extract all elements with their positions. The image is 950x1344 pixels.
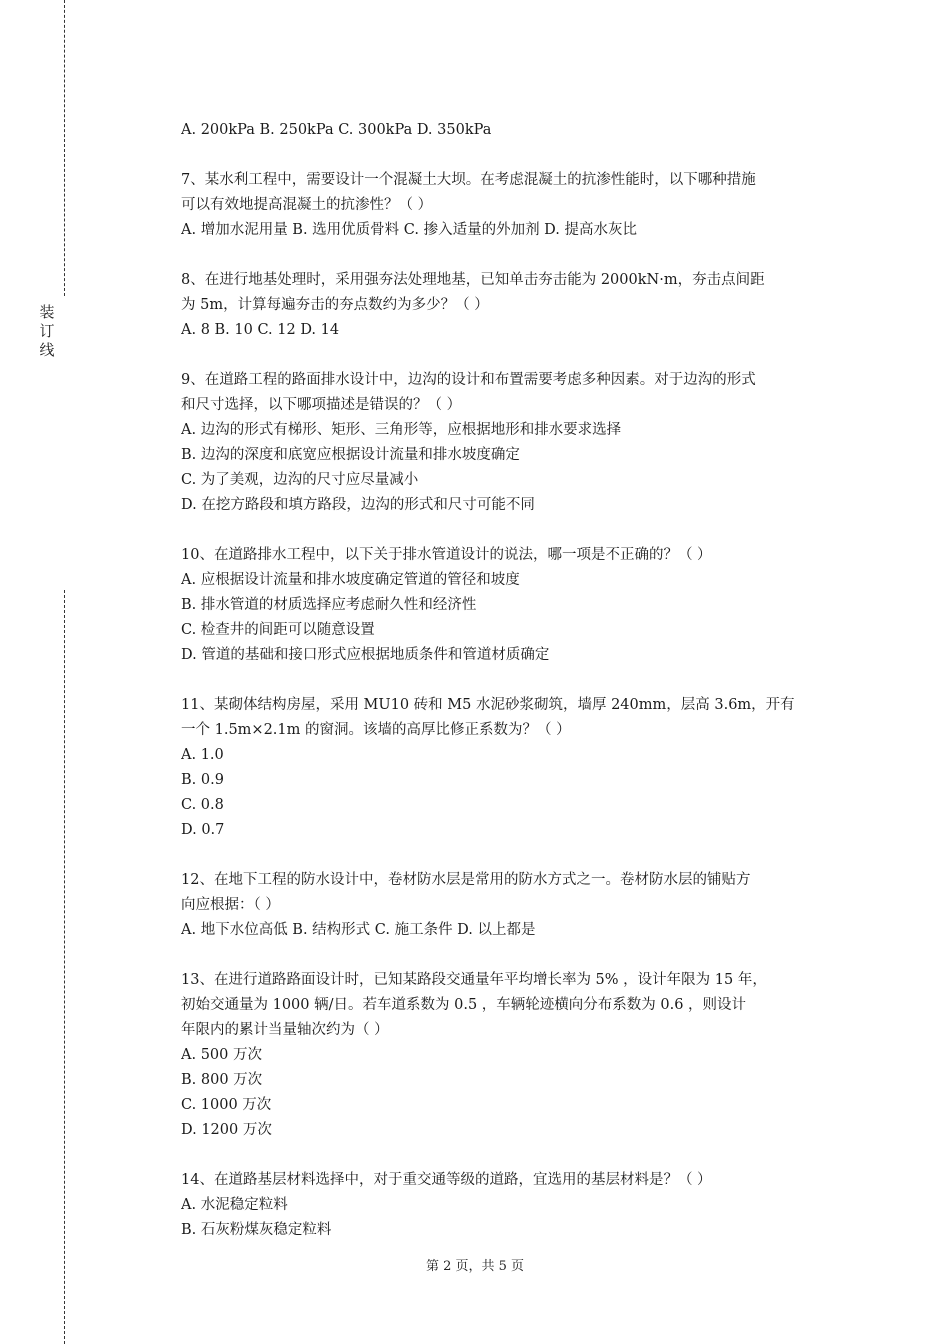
question-11 — [181, 693, 841, 843]
question-stem: 年限内的累计当量轴次约为（ ） — [181, 1022, 389, 1038]
question-stem: 和尺寸选择，以下哪项描述是错误的？（ ） — [181, 397, 462, 413]
option-line: D. 管道的基础和接口形式应根据地质条件和管道材质确定 — [181, 647, 550, 663]
option-line: B. 石灰粉煤灰稳定粒料 — [181, 1222, 332, 1238]
option-line: A. 1.0 — [181, 747, 224, 763]
option-line: B. 0.9 — [181, 772, 224, 788]
option-line: C. 检查井的间距可以随意设置 — [181, 622, 375, 638]
binding-line-bottom — [64, 590, 65, 1344]
option-line: A. 地下水位高低 B. 结构形式 C. 施工条件 D. 以上都是 — [181, 922, 536, 938]
question-7 — [181, 168, 841, 243]
question-stem: 12、在地下工程的防水设计中，卷材防水层是常用的防水方式之一。卷材防水层的铺贴方 — [181, 872, 751, 888]
option-line: D. 1200 万次 — [181, 1122, 272, 1138]
question-stem: 为 5m，计算每遍夯击的夯点数约为多少？（ ） — [181, 297, 489, 313]
question-8 — [181, 268, 841, 343]
option-line: D. 在挖方路段和填方路段，边沟的形式和尺寸可能不同 — [181, 497, 535, 513]
option-line: A. 500 万次 — [181, 1047, 262, 1063]
question-stem: 14、在道路基层材料选择中，对于重交通等级的道路，宜选用的基层材料是？（ ） — [181, 1172, 712, 1188]
question-stem: 11、某砌体结构房屋，采用 MU10 砖和 M5 水泥砂浆砌筑，墙厚 240mm，层高 3.6m，开有 — [181, 697, 795, 713]
question-stem: 初始交通量为 1000 辆/日。若车道系数为 0.5 ，车辆轮迹横向分布系数为 0.6 ，则设计 — [181, 997, 747, 1013]
option-line: B. 边沟的深度和底宽应根据设计流量和排水坡度确定 — [181, 447, 520, 463]
question-stem: 可以有效地提高混凝土的抗渗性？（ ） — [181, 197, 433, 213]
option-line: B. 排水管道的材质选择应考虑耐久性和经济性 — [181, 597, 477, 613]
option-line: A. 水泥稳定粒料 — [181, 1197, 288, 1213]
option-line: A. 200kPa B. 250kPa C. 300kPa D. 350kPa — [181, 122, 492, 138]
binding-line-label — [36, 303, 58, 360]
question-stem: 8、在进行地基处理时，采用强夯法处理地基，已知单击夯击能为 2000kN·m，夯击点间距 — [181, 272, 765, 288]
option-line: D. 0.7 — [181, 822, 225, 838]
binding-line-top — [64, 0, 65, 296]
option-line: A. 8 B. 10 C. 12 D. 14 — [181, 322, 340, 338]
binding-char: 装 — [39, 303, 55, 321]
option-line: A. 增加水泥用量 B. 选用优质骨料 C. 掺入适量的外加剂 D. 提高水灰比 — [181, 222, 638, 238]
page-footer: 第 2 页，共 5 页 — [425, 1259, 525, 1274]
question-9 — [181, 368, 841, 518]
question-stem: 一个 1.5m×2.1m 的窗洞。该墙的高厚比修正系数为？（ ） — [181, 722, 571, 738]
question-14 — [181, 1168, 841, 1243]
question-12 — [181, 868, 841, 943]
binding-char: 订 — [39, 322, 55, 340]
exam-content — [181, 118, 841, 1268]
option-line: A. 边沟的形式有梯形、矩形、三角形等，应根据地形和排水要求选择 — [181, 422, 622, 438]
question-stem: 7、某水利工程中，需要设计一个混凝土大坝。在考虑混凝土的抗渗性能时，以下哪种措施 — [181, 172, 756, 188]
question-stem: 9、在道路工程的路面排水设计中，边沟的设计和布置需要考虑多种因素。对于边沟的形式 — [181, 372, 756, 388]
option-line: B. 800 万次 — [181, 1072, 263, 1088]
option-line: C. 为了美观，边沟的尺寸应尽量减小 — [181, 472, 419, 488]
question-10 — [181, 543, 841, 668]
question-stem: 向应根据：（ ） — [181, 897, 280, 913]
question-13 — [181, 968, 841, 1143]
question-stem: 10、在道路排水工程中，以下关于排水管道设计的说法，哪一项是不正确的？（ ） — [181, 547, 712, 563]
question-6-options-block — [181, 118, 841, 143]
option-line: A. 应根据设计流量和排水坡度确定管道的管径和坡度 — [181, 572, 520, 588]
option-line: C. 1000 万次 — [181, 1097, 272, 1113]
question-stem: 13、在进行道路路面设计时，已知某路段交通量年平均增长率为 5% ，设计年限为 15 年， — [181, 972, 767, 988]
binding-char: 线 — [39, 341, 55, 359]
option-line: C. 0.8 — [181, 797, 224, 813]
